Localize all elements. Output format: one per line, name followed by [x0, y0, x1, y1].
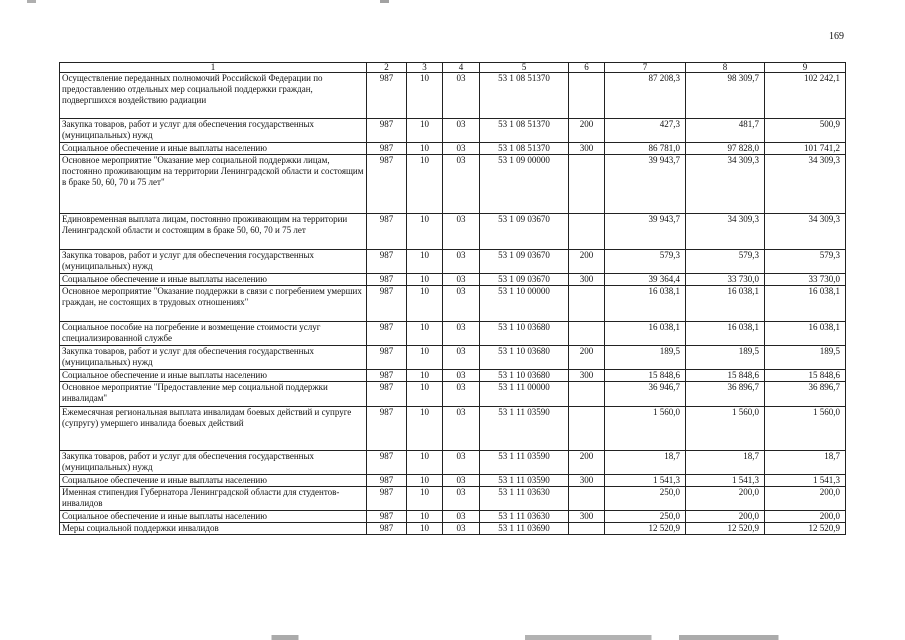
row-target-article: 53 1 11 03690 — [480, 523, 569, 535]
row-grbs-code: 987 — [367, 475, 407, 487]
row-expense-type — [569, 214, 605, 250]
row-section-code: 10 — [407, 523, 443, 535]
row-amount-year-3: 189,5 — [765, 346, 846, 370]
scan-edge-bottom — [0, 635, 905, 640]
row-grbs-code: 987 — [367, 322, 407, 346]
row-amount-year-3: 1 541,3 — [765, 475, 846, 487]
row-grbs-code: 987 — [367, 346, 407, 370]
row-section-code: 10 — [407, 214, 443, 250]
row-name: Социальное обеспечение и иные выплаты населению — [60, 370, 367, 382]
row-subsection-code: 03 — [443, 407, 480, 451]
row-name: Закупка товаров, работ и услуг для обеспечения государственных (муниципальных) нужд — [60, 346, 367, 370]
column-header: 5 — [480, 63, 569, 73]
row-section-code: 10 — [407, 475, 443, 487]
row-subsection-code: 03 — [443, 214, 480, 250]
row-amount-year-1: 16 038,1 — [605, 322, 686, 346]
row-grbs-code: 987 — [367, 214, 407, 250]
row-expense-type: 300 — [569, 274, 605, 286]
row-grbs-code: 987 — [367, 511, 407, 523]
row-amount-year-2: 16 038,1 — [686, 286, 765, 322]
table-row — [60, 511, 846, 523]
row-amount-year-1: 1 560,0 — [605, 407, 686, 451]
row-expense-type: 200 — [569, 119, 605, 143]
row-subsection-code: 03 — [443, 143, 480, 155]
row-section-code: 10 — [407, 487, 443, 511]
table-row — [60, 214, 846, 250]
row-amount-year-1: 16 038,1 — [605, 286, 686, 322]
row-grbs-code: 987 — [367, 73, 407, 119]
row-expense-type: 200 — [569, 451, 605, 475]
row-amount-year-3: 101 741,2 — [765, 143, 846, 155]
row-amount-year-2: 1 560,0 — [686, 407, 765, 451]
row-grbs-code: 987 — [367, 274, 407, 286]
table-row — [60, 475, 846, 487]
row-section-code: 10 — [407, 382, 443, 407]
row-name: Закупка товаров, работ и услуг для обеспечения государственных (муниципальных) нужд — [60, 250, 367, 274]
row-section-code: 10 — [407, 274, 443, 286]
row-target-article: 53 1 11 03590 — [480, 475, 569, 487]
row-amount-year-2: 34 309,3 — [686, 214, 765, 250]
row-expense-type — [569, 73, 605, 119]
row-amount-year-2: 16 038,1 — [686, 322, 765, 346]
row-amount-year-2: 189,5 — [686, 346, 765, 370]
column-header: 8 — [686, 63, 765, 73]
row-subsection-code: 03 — [443, 346, 480, 370]
table-row — [60, 274, 846, 286]
row-subsection-code: 03 — [443, 119, 480, 143]
row-amount-year-1: 427,3 — [605, 119, 686, 143]
row-section-code: 10 — [407, 73, 443, 119]
table-row — [60, 487, 846, 511]
column-header: 2 — [367, 63, 407, 73]
row-target-article: 53 1 11 03630 — [480, 511, 569, 523]
row-subsection-code: 03 — [443, 487, 480, 511]
row-amount-year-1: 1 541,3 — [605, 475, 686, 487]
row-name: Социальное обеспечение и иные выплаты населению — [60, 274, 367, 286]
row-amount-year-3: 18,7 — [765, 451, 846, 475]
row-expense-type: 200 — [569, 250, 605, 274]
column-header: 1 — [60, 63, 367, 73]
row-amount-year-2: 481,7 — [686, 119, 765, 143]
row-name: Основное мероприятие "Оказание поддержки в связи с погребением умерших граждан, не состоящих в трудовых отношениях" — [60, 286, 367, 322]
page-number: 169 — [829, 31, 844, 42]
row-expense-type — [569, 322, 605, 346]
row-expense-type: 300 — [569, 370, 605, 382]
row-section-code: 10 — [407, 407, 443, 451]
row-expense-type — [569, 487, 605, 511]
row-target-article: 53 1 09 03670 — [480, 274, 569, 286]
scan-edge-top — [0, 0, 905, 3]
row-amount-year-3: 1 560,0 — [765, 407, 846, 451]
row-grbs-code: 987 — [367, 487, 407, 511]
row-subsection-code: 03 — [443, 322, 480, 346]
row-grbs-code: 987 — [367, 407, 407, 451]
table-row — [60, 451, 846, 475]
row-amount-year-3: 200,0 — [765, 487, 846, 511]
row-amount-year-1: 39 943,7 — [605, 214, 686, 250]
row-target-article: 53 1 08 51370 — [480, 73, 569, 119]
row-expense-type: 300 — [569, 475, 605, 487]
row-amount-year-1: 36 946,7 — [605, 382, 686, 407]
budget-table — [59, 62, 846, 535]
column-header: 3 — [407, 63, 443, 73]
row-expense-type — [569, 407, 605, 451]
row-amount-year-1: 189,5 — [605, 346, 686, 370]
row-amount-year-3: 200,0 — [765, 511, 846, 523]
row-target-article: 53 1 10 03680 — [480, 346, 569, 370]
row-amount-year-2: 97 828,0 — [686, 143, 765, 155]
row-target-article: 53 1 08 51370 — [480, 143, 569, 155]
row-amount-year-1: 15 848,6 — [605, 370, 686, 382]
row-section-code: 10 — [407, 346, 443, 370]
row-amount-year-1: 86 781,0 — [605, 143, 686, 155]
table-row — [60, 250, 846, 274]
row-section-code: 10 — [407, 451, 443, 475]
row-amount-year-3: 33 730,0 — [765, 274, 846, 286]
row-section-code: 10 — [407, 322, 443, 346]
row-name: Ежемесячная региональная выплата инвалидам боевых действий и супруге (супругу) умершего инвалида боевых действий — [60, 407, 367, 451]
row-grbs-code: 987 — [367, 451, 407, 475]
row-subsection-code: 03 — [443, 370, 480, 382]
row-target-article: 53 1 09 03670 — [480, 250, 569, 274]
table-row — [60, 119, 846, 143]
row-section-code: 10 — [407, 119, 443, 143]
row-name: Осуществление переданных полномочий Российской Федерации по предоставлению отдельных мер социальной поддержки граждан, подвергшихся воздействию радиации — [60, 73, 367, 119]
row-amount-year-1: 39 364,4 — [605, 274, 686, 286]
row-target-article: 53 1 11 03590 — [480, 407, 569, 451]
row-amount-year-1: 250,0 — [605, 487, 686, 511]
row-subsection-code: 03 — [443, 274, 480, 286]
table-row — [60, 143, 846, 155]
row-grbs-code: 987 — [367, 382, 407, 407]
row-grbs-code: 987 — [367, 286, 407, 322]
row-name: Единовременная выплата лицам, постоянно проживающим на территории Ленинградской области и состоящим в браке 50, 60, 70 и 75 лет — [60, 214, 367, 250]
row-amount-year-1: 579,3 — [605, 250, 686, 274]
table-row — [60, 73, 846, 119]
row-grbs-code: 987 — [367, 119, 407, 143]
column-header: 6 — [569, 63, 605, 73]
row-expense-type — [569, 286, 605, 322]
row-amount-year-2: 34 309,3 — [686, 155, 765, 214]
row-grbs-code: 987 — [367, 370, 407, 382]
row-subsection-code: 03 — [443, 286, 480, 322]
row-subsection-code: 03 — [443, 523, 480, 535]
row-amount-year-2: 12 520,9 — [686, 523, 765, 535]
row-amount-year-3: 16 038,1 — [765, 286, 846, 322]
row-amount-year-3: 34 309,3 — [765, 155, 846, 214]
column-header: 9 — [765, 63, 846, 73]
row-target-article: 53 1 10 00000 — [480, 286, 569, 322]
row-amount-year-3: 579,3 — [765, 250, 846, 274]
row-name: Меры социальной поддержки инвалидов — [60, 523, 367, 535]
row-name: Основное мероприятие "Предоставление мер социальной поддержки инвалидам" — [60, 382, 367, 407]
table-row — [60, 346, 846, 370]
row-grbs-code: 987 — [367, 143, 407, 155]
header-row — [60, 63, 846, 73]
row-expense-type — [569, 155, 605, 214]
row-name: Закупка товаров, работ и услуг для обеспечения государственных (муниципальных) нужд — [60, 119, 367, 143]
column-header: 4 — [443, 63, 480, 73]
row-amount-year-2: 36 896,7 — [686, 382, 765, 407]
row-target-article: 53 1 09 00000 — [480, 155, 569, 214]
table-row — [60, 370, 846, 382]
row-expense-type: 300 — [569, 143, 605, 155]
table-row — [60, 286, 846, 322]
row-amount-year-3: 102 242,1 — [765, 73, 846, 119]
row-subsection-code: 03 — [443, 511, 480, 523]
row-grbs-code: 987 — [367, 523, 407, 535]
table-row — [60, 382, 846, 407]
row-subsection-code: 03 — [443, 382, 480, 407]
table-row — [60, 407, 846, 451]
row-amount-year-2: 18,7 — [686, 451, 765, 475]
column-header: 7 — [605, 63, 686, 73]
row-subsection-code: 03 — [443, 475, 480, 487]
row-amount-year-1: 250,0 — [605, 511, 686, 523]
row-amount-year-1: 18,7 — [605, 451, 686, 475]
row-amount-year-1: 39 943,7 — [605, 155, 686, 214]
row-amount-year-3: 12 520,9 — [765, 523, 846, 535]
row-subsection-code: 03 — [443, 73, 480, 119]
row-amount-year-3: 15 848,6 — [765, 370, 846, 382]
row-subsection-code: 03 — [443, 451, 480, 475]
row-amount-year-3: 500,9 — [765, 119, 846, 143]
row-subsection-code: 03 — [443, 250, 480, 274]
row-target-article: 53 1 11 03630 — [480, 487, 569, 511]
row-target-article: 53 1 11 03590 — [480, 451, 569, 475]
row-target-article: 53 1 08 51370 — [480, 119, 569, 143]
row-amount-year-3: 34 309,3 — [765, 214, 846, 250]
row-grbs-code: 987 — [367, 250, 407, 274]
row-target-article: 53 1 10 03680 — [480, 370, 569, 382]
row-amount-year-2: 33 730,0 — [686, 274, 765, 286]
row-amount-year-2: 98 309,7 — [686, 73, 765, 119]
table-row — [60, 322, 846, 346]
row-amount-year-2: 200,0 — [686, 487, 765, 511]
row-amount-year-3: 36 896,7 — [765, 382, 846, 407]
row-subsection-code: 03 — [443, 155, 480, 214]
row-amount-year-2: 200,0 — [686, 511, 765, 523]
row-name: Социальное обеспечение и иные выплаты населению — [60, 143, 367, 155]
row-name: Социальное обеспечение и иные выплаты населению — [60, 511, 367, 523]
row-section-code: 10 — [407, 143, 443, 155]
row-expense-type — [569, 523, 605, 535]
row-section-code: 10 — [407, 286, 443, 322]
row-amount-year-3: 16 038,1 — [765, 322, 846, 346]
row-amount-year-2: 1 541,3 — [686, 475, 765, 487]
row-target-article: 53 1 09 03670 — [480, 214, 569, 250]
row-name: Социальное пособие на погребение и возмещение стоимости услуг специализированной службе — [60, 322, 367, 346]
row-name: Именная стипендия Губернатора Ленинградской области для студентов-инвалидов — [60, 487, 367, 511]
row-amount-year-1: 12 520,9 — [605, 523, 686, 535]
row-amount-year-1: 87 208,3 — [605, 73, 686, 119]
row-amount-year-2: 579,3 — [686, 250, 765, 274]
row-name: Основное мероприятие "Оказание мер социальной поддержки лицам, постоянно проживающим на территории Ленинградской области и состоящим в браке 50, 60, 70 и 75 лет" — [60, 155, 367, 214]
row-expense-type — [569, 382, 605, 407]
row-expense-type: 300 — [569, 511, 605, 523]
row-amount-year-2: 15 848,6 — [686, 370, 765, 382]
row-section-code: 10 — [407, 511, 443, 523]
row-section-code: 10 — [407, 155, 443, 214]
table-row — [60, 155, 846, 214]
row-expense-type: 200 — [569, 346, 605, 370]
row-name: Закупка товаров, работ и услуг для обеспечения государственных (муниципальных) нужд — [60, 451, 367, 475]
row-target-article: 53 1 11 00000 — [480, 382, 569, 407]
row-section-code: 10 — [407, 250, 443, 274]
row-grbs-code: 987 — [367, 155, 407, 214]
row-name: Социальное обеспечение и иные выплаты населению — [60, 475, 367, 487]
row-section-code: 10 — [407, 370, 443, 382]
table-row — [60, 523, 846, 535]
row-target-article: 53 1 10 03680 — [480, 322, 569, 346]
